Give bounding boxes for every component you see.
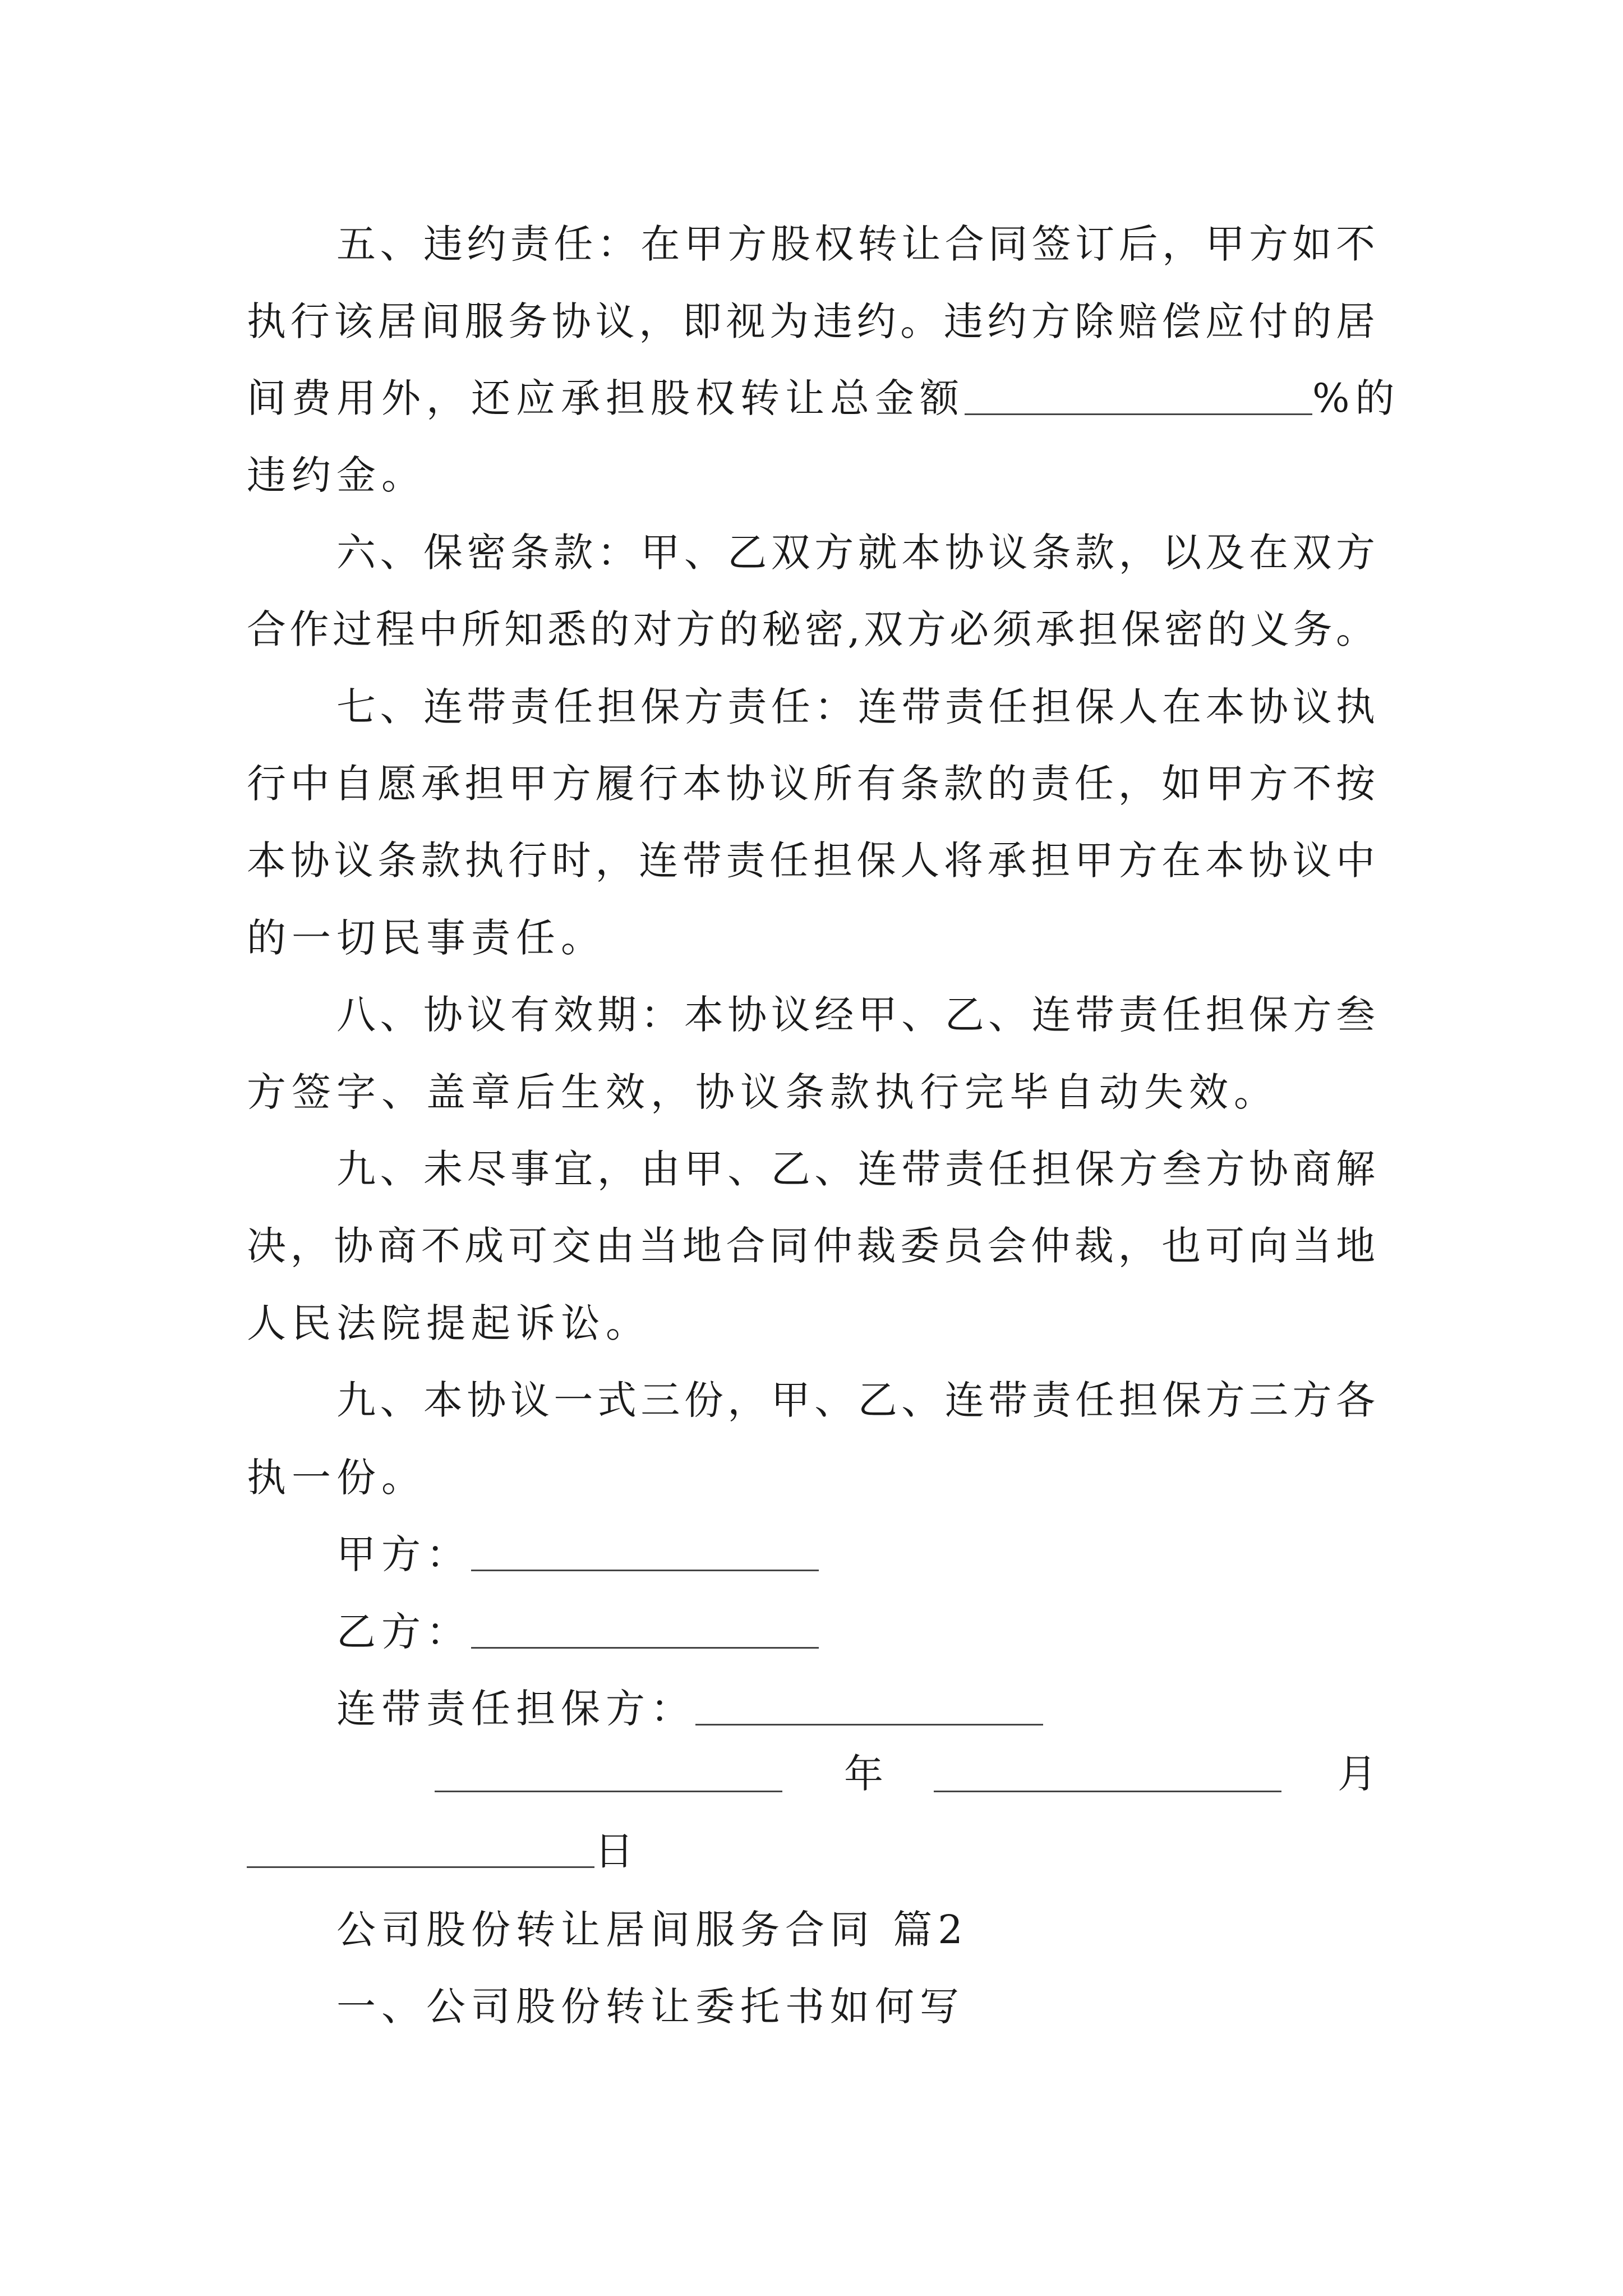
section5-line3-suffix: %的 — [1312, 375, 1400, 421]
party-a-signature-blank — [471, 1530, 819, 1571]
section6-line1: 六、保密条款：甲、乙双方就本协议条款，以及在双方 — [336, 530, 1375, 576]
party-a-label: 甲方： — [336, 1531, 471, 1577]
section5-line1: 五、违约责任：在甲方股权转让合同签订后，甲方如不 — [336, 221, 1375, 267]
section5-line3-text: 间费用外，还应承担股权转让总金额 — [247, 375, 965, 421]
section5-line3 — [247, 370, 1400, 426]
section9a-line3: 人民法院提起诉讼。 — [247, 1300, 651, 1346]
section5-line4: 违约金。 — [247, 452, 426, 498]
party-a-line — [336, 1526, 819, 1582]
day-blank — [247, 1827, 594, 1868]
penalty-percent-blank — [965, 374, 1312, 415]
section9a-line2: 决，协商不成可交由当地合同仲裁委员会仲裁，也可向当地 — [247, 1223, 1375, 1269]
month-label: 月 — [1338, 1751, 1377, 1797]
month-blank — [934, 1751, 1281, 1792]
section7-line2: 行中自愿承担甲方履行本协议所有条款的责任，如甲方不按 — [247, 761, 1375, 807]
section7-line3: 本协议条款执行时，连带责任担保人将承担甲方在本协议中 — [247, 838, 1375, 884]
section9b-line2: 执一份。 — [247, 1455, 426, 1501]
guarantor-label: 连带责任担保方： — [336, 1686, 695, 1732]
year-label: 年 — [844, 1751, 883, 1797]
party-b-signature-blank — [471, 1608, 819, 1649]
day-label: 日 — [594, 1828, 639, 1874]
section6-line2: 合作过程中所知悉的对方的秘密,双方必须承担保密的义务。 — [247, 606, 1375, 652]
section9a-line1: 九、未尽事宜，由甲、乙、连带责任担保方叁方协商解 — [336, 1146, 1375, 1192]
section5-line2: 执行该居间服务协议，即视为违约。违约方除赔偿应付的居 — [247, 298, 1375, 344]
section8-line2: 方签字、盖章后生效，协议条款执行完毕自动失效。 — [247, 1069, 1279, 1115]
next-item1: 一、公司股份转让委托书如何写 — [336, 1984, 965, 2030]
party-b-line — [336, 1604, 819, 1660]
year-blank — [435, 1751, 782, 1792]
day-line — [247, 1823, 639, 1879]
section7-line1: 七、连带责任担保方责任：连带责任担保人在本协议执 — [336, 684, 1375, 730]
section8-line1: 八、协议有效期：本协议经甲、乙、连带责任担保方叁 — [336, 992, 1375, 1038]
section9b-line1: 九、本协议一式三份，甲、乙、连带责任担保方三方各 — [336, 1377, 1375, 1423]
guarantor-signature-blank — [695, 1685, 1043, 1726]
section7-line4: 的一切民事责任。 — [247, 915, 606, 961]
date-row — [435, 1746, 1377, 1802]
guarantor-line — [336, 1681, 1043, 1737]
party-b-label: 乙方： — [336, 1609, 471, 1655]
next-heading: 公司股份转让居间服务合同 篇2 — [336, 1907, 969, 1953]
